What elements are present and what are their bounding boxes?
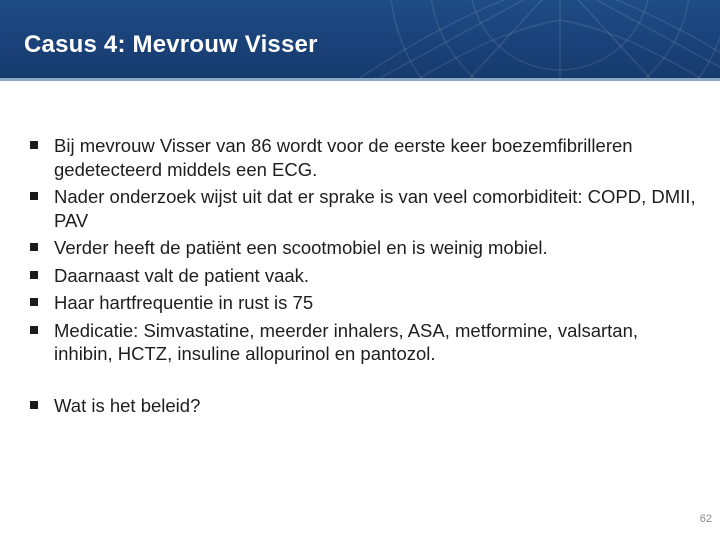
page-number: 62 (699, 513, 712, 525)
bullet-item (28, 236, 698, 260)
slide-header (0, 0, 720, 78)
question-item (28, 394, 698, 418)
bullet-text: Medicatie: Simvastatine, meerder inhalers, ASA, metformine, valsartan, inhibin, HCTZ, insuline allopurinol en pantozol. (54, 319, 639, 364)
bullet-text: Haar hartfrequentie in rust is 75 (54, 292, 314, 313)
square-bullet-icon (30, 298, 38, 306)
slide-content (28, 134, 698, 421)
square-bullet-icon (30, 141, 38, 149)
header-divider (0, 78, 720, 81)
bullet-item (28, 134, 698, 181)
square-bullet-icon (30, 401, 38, 409)
square-bullet-icon (30, 192, 38, 200)
bullet-text: Verder heeft de patiënt een scootmobiel en is weinig mobiel. (54, 237, 548, 258)
bullet-text: Nader onderzoek wijst uit dat er sprake is van veel comorbiditeit: COPD, DMII, PAV (54, 186, 696, 231)
bullet-item (28, 319, 698, 366)
bullet-item (28, 264, 698, 288)
slide-title: Casus 4: Mevrouw Visser (24, 31, 318, 58)
bullet-item (28, 291, 698, 315)
square-bullet-icon (30, 243, 38, 251)
bullet-text: Bij mevrouw Visser van 86 wordt voor de eerste keer boezemfibrilleren gedetecteerd middels een ECG. (54, 135, 633, 180)
question-text: Wat is het beleid? (54, 394, 201, 416)
bullet-text: Daarnaast valt de patient vaak. (54, 264, 310, 286)
square-bullet-icon (30, 271, 38, 279)
bullet-item (28, 185, 698, 232)
square-bullet-icon (30, 326, 38, 334)
